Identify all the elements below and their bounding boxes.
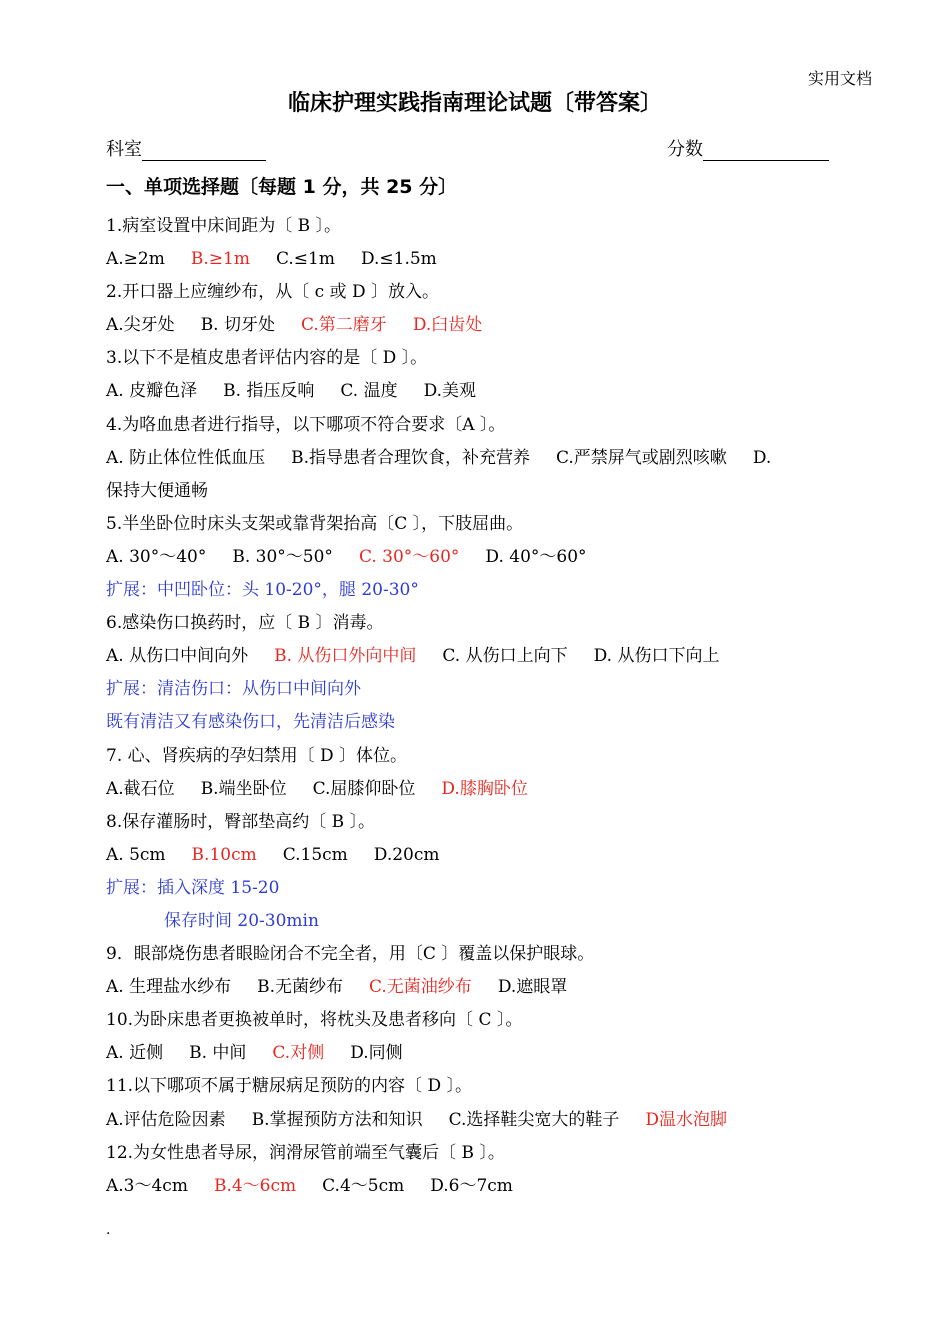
- text-line: [106, 1170, 876, 1203]
- line-text: B.掌握预防方法和知识: [251, 1109, 423, 1130]
- line-text: D.6～7cm: [430, 1175, 513, 1196]
- line-text: D. 从伤口下向上: [593, 646, 720, 667]
- line-text: 2.开口器上应缠纱布，从〔 c 或 D 〕放入。: [106, 282, 439, 303]
- answer-option: B. 从伤口外向中间: [274, 646, 417, 667]
- line-text: B.无菌纱布: [257, 977, 343, 998]
- line-text: 6.感染伤口换药时，应〔 B 〕消毒。: [106, 613, 384, 634]
- text-line: [106, 806, 876, 839]
- text-line: [106, 706, 876, 739]
- line-text: 4.为咯血患者进行指导，以下哪项不符合要求〔A 〕。: [106, 414, 506, 435]
- text-line: [106, 342, 876, 375]
- text-line: [106, 409, 876, 442]
- page-title: 临床护理实践指南理论试题〔带答案〕: [287, 91, 662, 116]
- answer-option: B.10cm: [191, 844, 257, 865]
- text-line: [106, 1137, 876, 1170]
- line-text: B. 切牙处: [200, 315, 275, 336]
- line-text: 8.保存灌肠时，臀部垫高约〔 B 〕。: [106, 811, 376, 832]
- text-line: [106, 839, 876, 872]
- answer-option: B.4～6cm: [213, 1175, 297, 1196]
- text-line: [106, 905, 876, 938]
- line-text: A.3～4cm: [106, 1175, 188, 1196]
- line-text: 5.半坐卧位时床头支架或靠背架抬高〔C 〕，下肢屈曲。: [106, 513, 524, 534]
- answer-option: C.对侧: [272, 1043, 325, 1064]
- line-text: A. 5cm: [106, 844, 166, 865]
- line-text: 12.为女性患者导尿，润滑尿管前端至气囊后〔 B 〕。: [106, 1142, 505, 1163]
- line-text: 9．眼部烧伤患者眼睑闭合不完全者，用〔C 〕覆盖以保护眼球。: [106, 944, 595, 965]
- answer-option: D温水泡脚: [645, 1109, 728, 1130]
- answer-option: C.无菌油纱布: [369, 977, 472, 998]
- line-text: B. 30°～50°: [232, 546, 333, 567]
- text-line: [106, 1104, 876, 1137]
- text-line: [106, 938, 876, 971]
- extension-note: 既有清洁又有感染伤口，先清洁后感染: [106, 712, 395, 733]
- text-line: [106, 673, 876, 706]
- line-text: C.严禁屏气或剧烈咳嗽: [556, 447, 727, 468]
- line-text: A.截石位: [106, 778, 175, 799]
- footer-mark: .: [106, 1222, 111, 1238]
- line-text: 3.以下不是植皮患者评估内容的是〔 D 〕。: [106, 348, 428, 369]
- answer-option: C.第二磨牙: [301, 315, 387, 336]
- text-line: [106, 309, 876, 342]
- text-line: [106, 872, 876, 905]
- extension-note: 扩展：插入深度 15-20: [106, 877, 280, 898]
- text-line: [106, 740, 876, 773]
- line-text: C. 从伤口上向下: [442, 646, 568, 667]
- line-text: C.屈膝仰卧位: [312, 778, 416, 799]
- text-line: [106, 210, 876, 243]
- line-text: A. 皮瓣色泽: [106, 381, 198, 402]
- line-text: 11.以下哪项不属于糖尿病足预防的内容〔 D 〕。: [106, 1076, 472, 1097]
- text-line: [106, 1004, 876, 1037]
- text-line: [106, 276, 876, 309]
- line-text: D.20cm: [373, 844, 440, 865]
- line-text: A. 30°～40°: [106, 546, 207, 567]
- text-line: [106, 442, 876, 475]
- line-text: A. 从伤口中间向外: [106, 646, 249, 667]
- text-line: [106, 1070, 876, 1103]
- line-text: D.≤1.5m: [360, 249, 437, 270]
- text-line: [106, 971, 876, 1004]
- extension-note: 扩展：清洁伤口：从伤口中间向外: [106, 679, 361, 700]
- text-line: [106, 773, 876, 806]
- line-text: B. 中间: [189, 1043, 247, 1064]
- line-text: A.评估危险因素: [106, 1109, 226, 1130]
- answer-option: D.膝胸卧位: [441, 778, 528, 799]
- answer-option: C. 30°～60°: [358, 546, 460, 567]
- text-line: [106, 1037, 876, 1070]
- line-text: B.指导患者合理饮食，补充营养: [291, 447, 530, 468]
- line-text: C.≤1m: [275, 249, 335, 270]
- score-field: [667, 135, 829, 161]
- line-text: A.尖牙处: [106, 315, 175, 336]
- score-label: 分数: [667, 139, 703, 160]
- score-blank: [703, 142, 829, 161]
- line-text: A. 近侧: [106, 1043, 164, 1064]
- text-line: [106, 640, 876, 673]
- line-text: A. 生理盐水纱布: [106, 977, 232, 998]
- text-line: [106, 475, 876, 508]
- line-text: C. 温度: [340, 381, 398, 402]
- dept-field: [106, 135, 266, 161]
- dept-blank: [142, 142, 266, 161]
- text-line: [106, 508, 876, 541]
- dept-label: 科室: [106, 139, 142, 160]
- line-text: C.15cm: [282, 844, 348, 865]
- text-line: [106, 243, 876, 276]
- answer-option: D.臼齿处: [412, 315, 483, 336]
- line-text: 保持大便通畅: [106, 480, 208, 501]
- extension-note: 保存时间 20-30min: [164, 910, 319, 931]
- line-text: D.美观: [423, 381, 477, 402]
- question-list: [106, 210, 876, 1203]
- line-text: B.端坐卧位: [200, 778, 287, 799]
- line-text: 10.为卧床患者更换被单时，将枕头及患者移向〔 C 〕。: [106, 1010, 523, 1031]
- extension-note: 扩展：中凹卧位：头 10-20°，腿 20-30°: [106, 580, 419, 601]
- text-line: [106, 607, 876, 640]
- section-title: 一、单项选择题〔每题 1 分，共 25 分〕: [106, 176, 458, 198]
- line-text: C.4～5cm: [322, 1175, 405, 1196]
- text-line: [106, 541, 876, 574]
- answer-option: B.≥1m: [190, 249, 250, 270]
- line-text: A.≥2m: [106, 249, 165, 270]
- text-line: [106, 375, 876, 408]
- line-text: D.遮眼罩: [497, 977, 568, 998]
- line-text: B. 指压反响: [223, 381, 315, 402]
- line-text: C.选择鞋尖宽大的鞋子: [448, 1109, 620, 1130]
- line-text: A. 防止体位性低血压: [106, 447, 266, 468]
- line-text: D.: [752, 447, 772, 468]
- line-text: 1.病室设置中床间距为〔 B 〕。: [106, 216, 342, 236]
- line-text: D.同侧: [350, 1043, 403, 1064]
- line-text: D. 40°～60°: [485, 546, 587, 567]
- line-text: 7. 心、肾疾病的孕妇禁用〔 D 〕体位。: [106, 745, 408, 766]
- text-line: [106, 574, 876, 607]
- document-corner-label: 实用文档: [807, 69, 872, 88]
